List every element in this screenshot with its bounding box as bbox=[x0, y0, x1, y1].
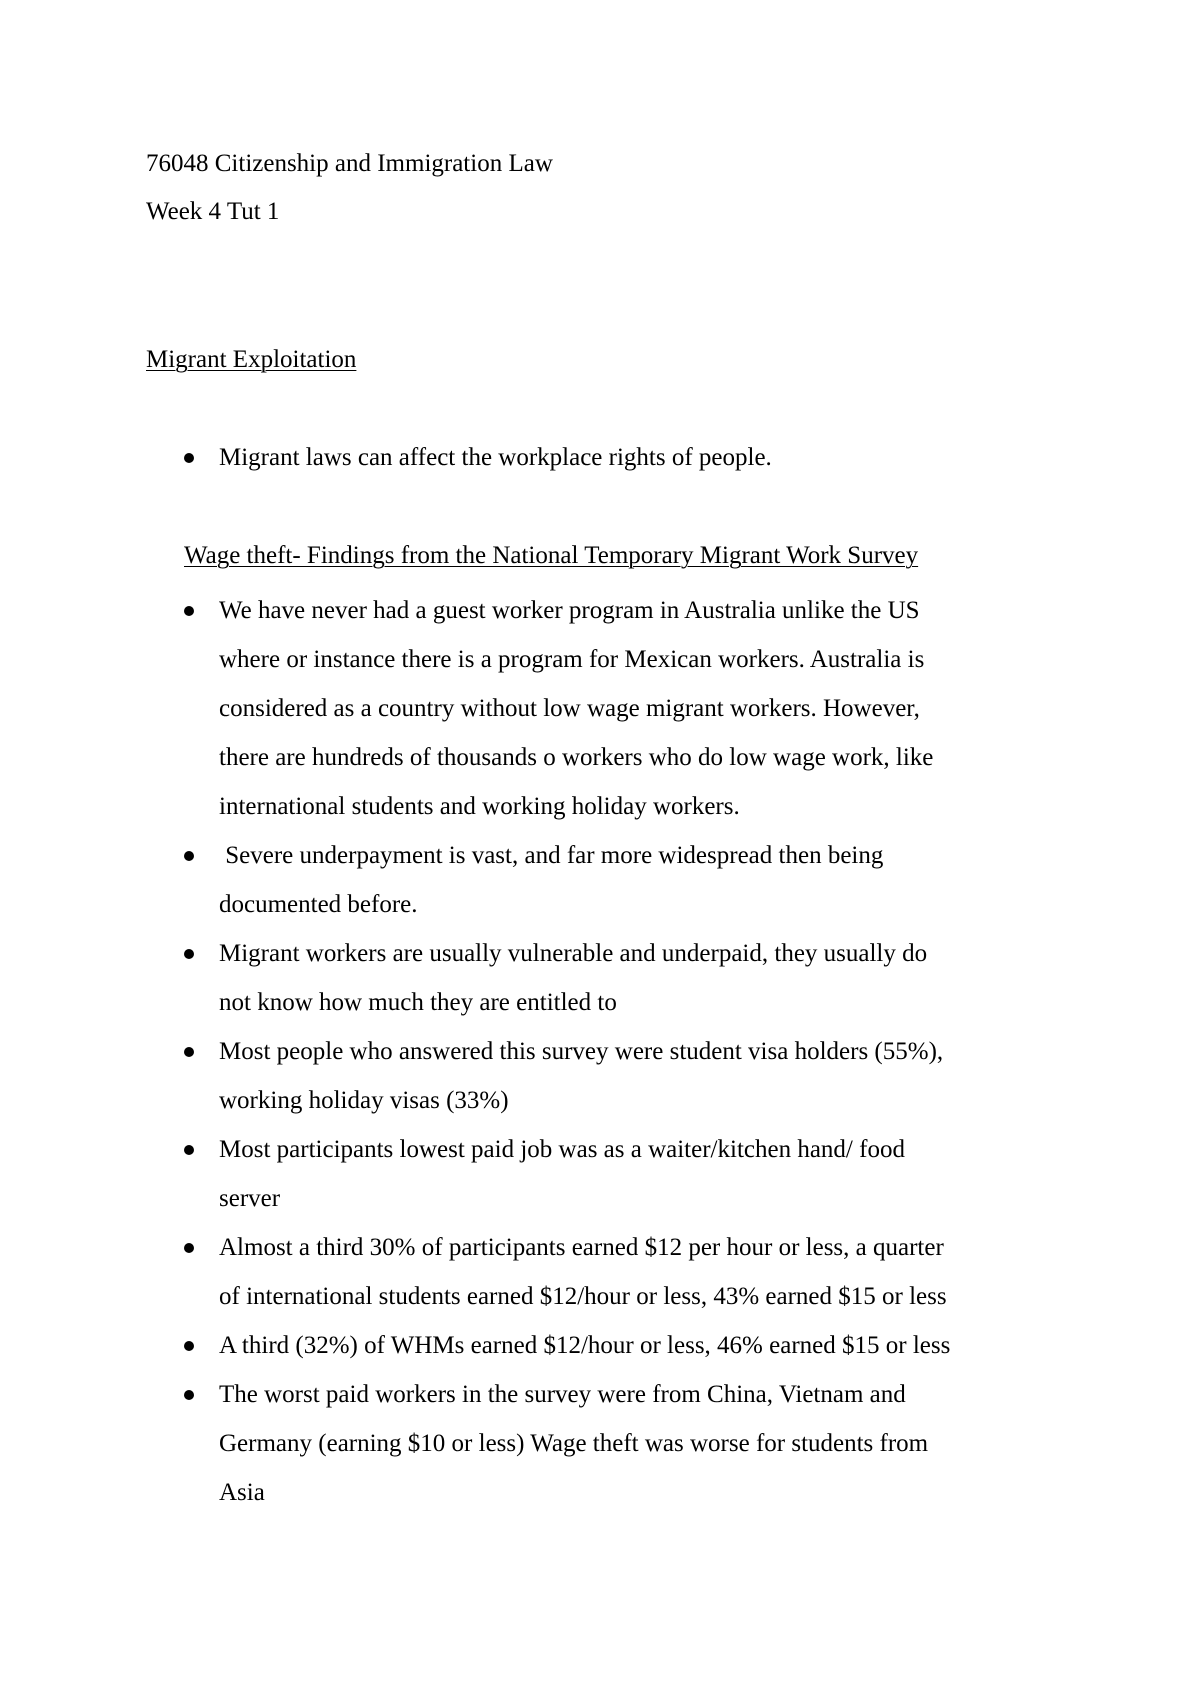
finding-line: Germany (earning $10 or less) Wage theft was worse for students from bbox=[219, 1430, 929, 1457]
finding-line: Severe underpayment is vast, and far more widespread then being bbox=[219, 842, 884, 869]
finding-line: server bbox=[219, 1185, 281, 1212]
bullet-icon bbox=[184, 851, 194, 861]
bullet-icon bbox=[184, 1243, 194, 1253]
finding-bullet-text bbox=[219, 1125, 1099, 1223]
finding-line: A third (32%) of WHMs earned $12/hour or less, 46% earned $15 or less bbox=[219, 1332, 951, 1359]
bullet-icon bbox=[184, 453, 194, 463]
finding-line: international students and working holiday workers. bbox=[219, 793, 740, 820]
subsection-heading: Wage theft- Findings from the National Temporary Migrant Work Survey bbox=[184, 542, 919, 569]
finding-bullet-text bbox=[219, 1321, 1099, 1370]
finding-line: Most participants lowest paid job was as a waiter/kitchen hand/ food bbox=[219, 1136, 905, 1163]
intro-bullet-text: Migrant laws can affect the workplace rights of people. bbox=[219, 444, 772, 471]
finding-bullet-text bbox=[219, 1223, 1099, 1321]
finding-line: considered as a country without low wage migrant workers. However, bbox=[219, 695, 920, 722]
course-title: 76048 Citizenship and Immigration Law bbox=[146, 150, 553, 177]
finding-line: We have never had a guest worker program in Australia unlike the US bbox=[219, 597, 920, 624]
finding-line: The worst paid workers in the survey were from China, Vietnam and bbox=[219, 1381, 906, 1408]
finding-bullet-text bbox=[219, 831, 1099, 929]
finding-line: not know how much they are entitled to bbox=[219, 989, 617, 1016]
finding-line: working holiday visas (33%) bbox=[219, 1087, 509, 1114]
finding-line: Asia bbox=[219, 1479, 265, 1506]
finding-line: Almost a third 30% of participants earned $12 per hour or less, a quarter bbox=[219, 1234, 944, 1261]
finding-bullet-text bbox=[219, 586, 1099, 831]
finding-line: documented before. bbox=[219, 891, 418, 918]
bullet-icon bbox=[184, 1341, 194, 1351]
bullet-icon bbox=[184, 949, 194, 959]
finding-bullet-text bbox=[219, 1027, 1099, 1125]
finding-line: Migrant workers are usually vulnerable and underpaid, they usually do bbox=[219, 940, 928, 967]
week-label: Week 4 Tut 1 bbox=[146, 198, 280, 225]
finding-bullet-text bbox=[219, 1370, 1099, 1517]
finding-line: Most people who answered this survey were student visa holders (55%), bbox=[219, 1038, 944, 1065]
bullet-icon bbox=[184, 606, 194, 616]
finding-line: where or instance there is a program for Mexican workers. Australia is bbox=[219, 646, 925, 673]
bullet-icon bbox=[184, 1047, 194, 1057]
bullet-icon bbox=[184, 1145, 194, 1155]
finding-line: there are hundreds of thousands o workers who do low wage work, like bbox=[219, 744, 934, 771]
bullet-icon bbox=[184, 1390, 194, 1400]
section-heading: Migrant Exploitation bbox=[146, 346, 357, 373]
finding-line: of international students earned $12/hour or less, 43% earned $15 or less bbox=[219, 1283, 947, 1310]
finding-bullet-text bbox=[219, 929, 1099, 1027]
